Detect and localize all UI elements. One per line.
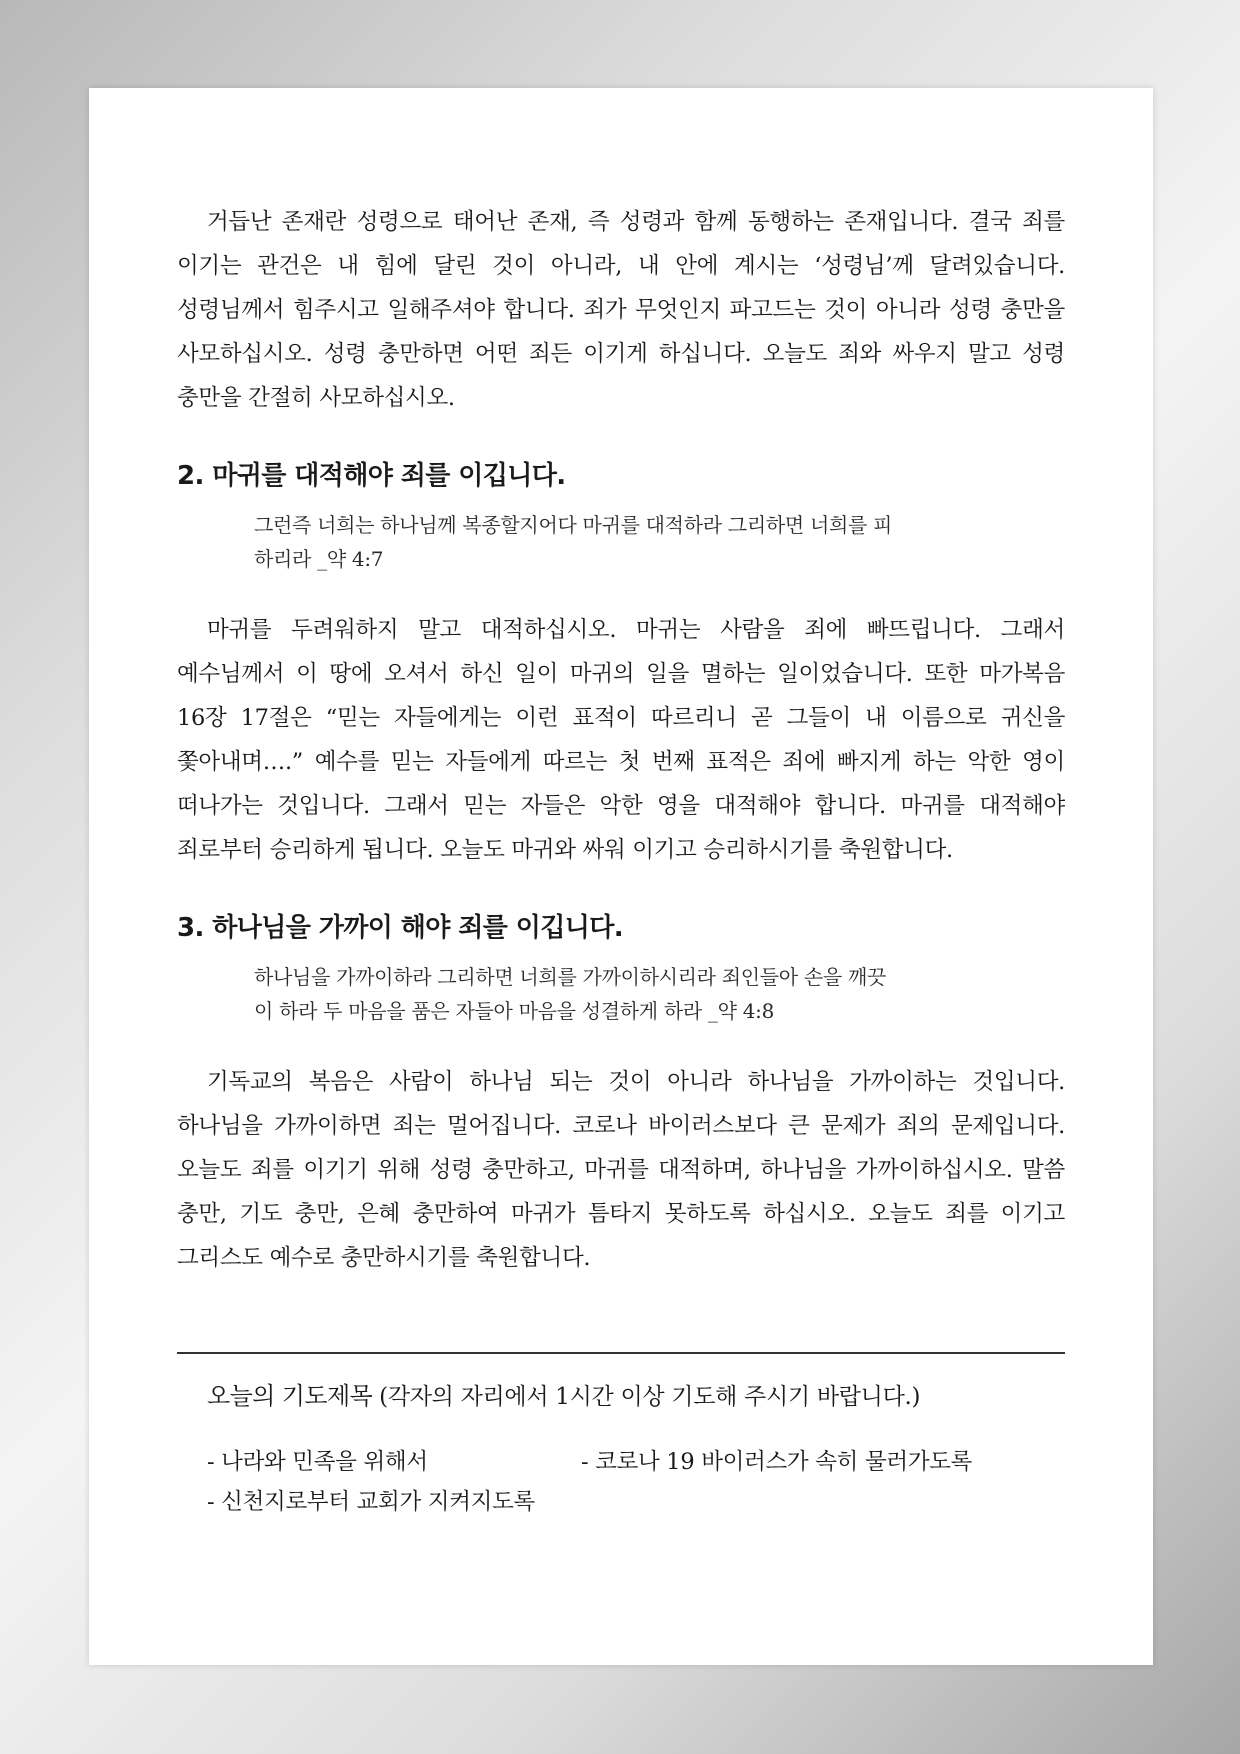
scripture-line: 하리라 _약 4:7 xyxy=(254,547,384,571)
body-paragraph-1: 거듭난 존재란 성령으로 태어난 존재, 즉 성령과 함께 동행하는 존재입니다. 결국 죄를 이기는 관건은 내 힘에 달린 것이 아니라, 내 안에 계시는 ‘성령님’께 달려있습니다. 성령님께서 힘주시고 일해주셔야 합니다. 죄가 무엇인지 파고드는 것이 아니라 성령 충만을 사모하십시오. 성령 충만하면 어떤 죄든 이기게 하십니다. 오늘도 죄와 싸우지 말고 성령 충만을 간절히 사모하십시오. xyxy=(177,209,1065,411)
scripture-quote-james-4-7 xyxy=(254,508,994,576)
scripture-line: 그런즉 너희는 하나님께 복종할지어다 마귀를 대적하라 그리하면 너희를 피 xyxy=(254,513,893,537)
prayer-item: - 나라와 민족을 위해서 xyxy=(207,1449,428,1475)
section-heading-2: 2. 마귀를 대적해야 죄를 이깁니다. xyxy=(177,461,566,491)
page-content xyxy=(177,200,1065,1521)
body-paragraph-2: 마귀를 두려워하지 말고 대적하십시오. 마귀는 사람을 죄에 빠뜨립니다. 그래서 예수님께서 이 땅에 오셔서 하신 일이 마귀의 일을 멸하는 일이었습니다. 또한 마가복음 16장 17절은 “믿는 자들에게는 이런 표적이 따르리니 곧 그들이 내 이름으로 귀신을 쫓아내며….” 예수를 믿는 자들에게 따르는 첫 번째 표적은 죄에 빠지게 하는 악한 영이 떠나가는 것입니다. 그래서 믿는 자들은 악한 영을 대적해야 합니다. 마귀를 대적해야 죄로부터 승리하게 됩니다. 오늘도 마귀와 싸워 이기고 승리하시기를 축원합니다. xyxy=(177,617,1065,863)
scripture-line: 이 하라 두 마음을 품은 자들아 마음을 성결하게 하라 _약 4:8 xyxy=(254,999,775,1023)
document-page xyxy=(89,88,1153,1665)
prayer-topics-header xyxy=(207,1376,1065,1417)
section-divider xyxy=(177,1352,1065,1354)
body-paragraph-3: 기독교의 복음은 사람이 하나님 되는 것이 아니라 하나님을 가까이하는 것입니다. 하나님을 가까이하면 죄는 멀어집니다. 코로나 바이러스보다 큰 문제가 죄의 문제입니다. 오늘도 죄를 이기기 위해 성령 충만하고, 마귀를 대적하며, 하나님을 가까이하십시오. 말씀 충만, 기도 충만, 은혜 충만하여 마귀가 틈타지 못하도록 하십시오. 오늘도 죄를 이기고 그리스도 예수로 충만하시기를 축원합니다. xyxy=(177,1069,1065,1271)
prayer-item: - 코로나 19 바이러스가 속히 물러가도록 xyxy=(581,1449,973,1475)
section-heading-3: 3. 하나님을 가까이 해야 죄를 이깁니다. xyxy=(177,913,624,943)
prayer-topics-list xyxy=(207,1443,1065,1521)
prayer-topics-title: 오늘의 기도제목 xyxy=(207,1382,373,1410)
prayer-item: - 신천지로부터 교회가 지켜지도록 xyxy=(207,1489,535,1515)
scripture-line: 하나님을 가까이하라 그리하면 너희를 가까이하시리라 죄인들아 손을 깨끗 xyxy=(254,965,887,989)
prayer-topics-note: (각자의 자리에서 1시간 이상 기도해 주시기 바랍니다.) xyxy=(379,1384,921,1410)
scripture-quote-james-4-8 xyxy=(254,960,994,1028)
